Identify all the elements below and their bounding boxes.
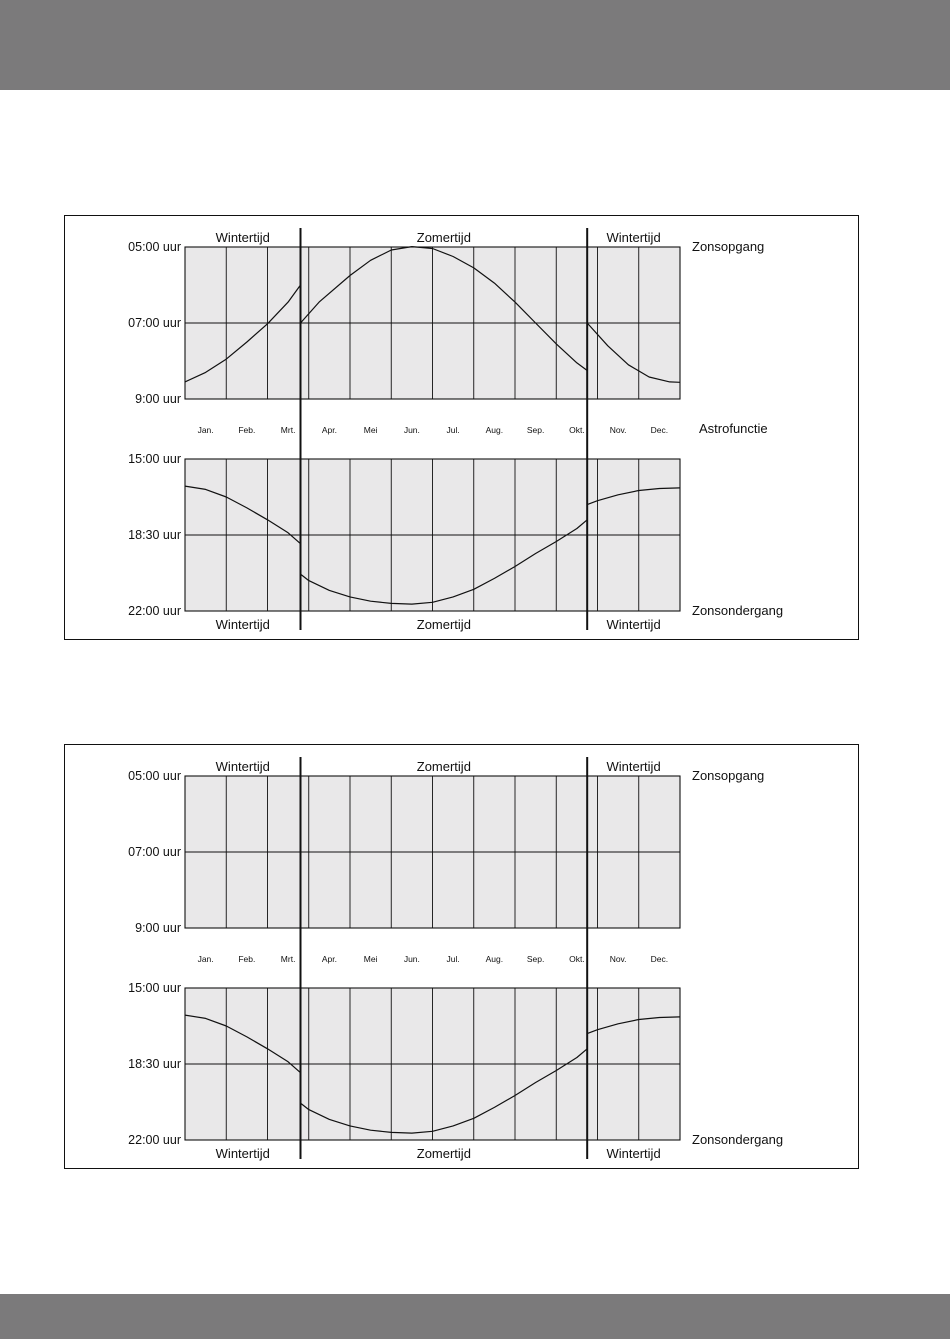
month-label: Apr. — [321, 954, 337, 964]
sunset-y-tick-label: 22:00 uur — [128, 1133, 181, 1147]
month-label: Okt. — [569, 425, 585, 435]
sunset-y-tick-label: 18:30 uur — [128, 1057, 181, 1071]
top-season-label: Wintertijd — [215, 759, 270, 774]
sunset-y-tick-label: 18:30 uur — [128, 528, 181, 542]
month-label: Jun. — [403, 425, 420, 435]
month-label: Dec. — [650, 425, 669, 435]
month-label: Jul. — [446, 425, 460, 435]
month-label: Aug. — [485, 425, 504, 435]
sunrise-side-label: Zonsopgang — [692, 768, 765, 783]
sunrise-y-tick-label: 05:00 uur — [128, 769, 181, 783]
sunrise-y-tick-label: 9:00 uur — [135, 392, 181, 406]
month-label: Apr. — [321, 425, 337, 435]
month-label: Mei — [363, 954, 378, 964]
month-label: Jul. — [446, 954, 460, 964]
sunrise-y-tick-label: 07:00 uur — [128, 316, 181, 330]
month-label: Nov. — [609, 425, 627, 435]
sunset-y-tick-label: 15:00 uur — [128, 981, 181, 995]
sunrise-side-label: Zonsopgang — [692, 239, 765, 254]
bottom-season-label: Wintertijd — [215, 617, 270, 632]
month-label: Mei — [363, 425, 378, 435]
footer-band — [0, 1294, 950, 1339]
month-label: Aug. — [485, 954, 504, 964]
month-label: Nov. — [609, 954, 627, 964]
sunset-side-label: Zonsondergang — [692, 1132, 784, 1147]
top-season-label: Wintertijd — [606, 230, 661, 245]
sunset-y-tick-label: 15:00 uur — [128, 452, 181, 466]
month-label: Mrt. — [280, 954, 296, 964]
month-label: Jun. — [403, 954, 420, 964]
sunset-side-label: Zonsondergang — [692, 603, 784, 618]
bottom-season-label: Zomertijd — [416, 617, 471, 632]
bottom-season-label: Wintertijd — [606, 617, 661, 632]
month-label: Jan. — [197, 425, 214, 435]
month-label: Sep. — [526, 425, 545, 435]
sunset-y-tick-label: 22:00 uur — [128, 604, 181, 618]
astro-chart-sunset-only — [64, 744, 859, 1169]
month-label: Dec. — [650, 954, 669, 964]
chart-svg — [65, 216, 860, 641]
sunrise-y-tick-label: 05:00 uur — [128, 240, 181, 254]
bottom-season-label: Wintertijd — [215, 1146, 270, 1161]
top-season-label: Wintertijd — [606, 759, 661, 774]
bottom-season-label: Wintertijd — [606, 1146, 661, 1161]
top-season-label: Wintertijd — [215, 230, 270, 245]
astrofunctie-label: Astrofunctie — [699, 421, 768, 436]
bottom-season-label: Zomertijd — [416, 1146, 471, 1161]
month-label: Okt. — [569, 954, 585, 964]
month-label: Sep. — [526, 954, 545, 964]
header-band — [0, 0, 950, 90]
sunrise-y-tick-label: 07:00 uur — [128, 845, 181, 859]
astro-chart-with-sunrise — [64, 215, 859, 640]
month-label: Mrt. — [280, 425, 296, 435]
top-season-label: Zomertijd — [416, 759, 471, 774]
top-season-label: Zomertijd — [416, 230, 471, 245]
month-label: Feb. — [238, 425, 256, 435]
sunrise-y-tick-label: 9:00 uur — [135, 921, 181, 935]
chart-svg — [65, 745, 860, 1170]
month-label: Jan. — [197, 954, 214, 964]
month-label: Feb. — [238, 954, 256, 964]
